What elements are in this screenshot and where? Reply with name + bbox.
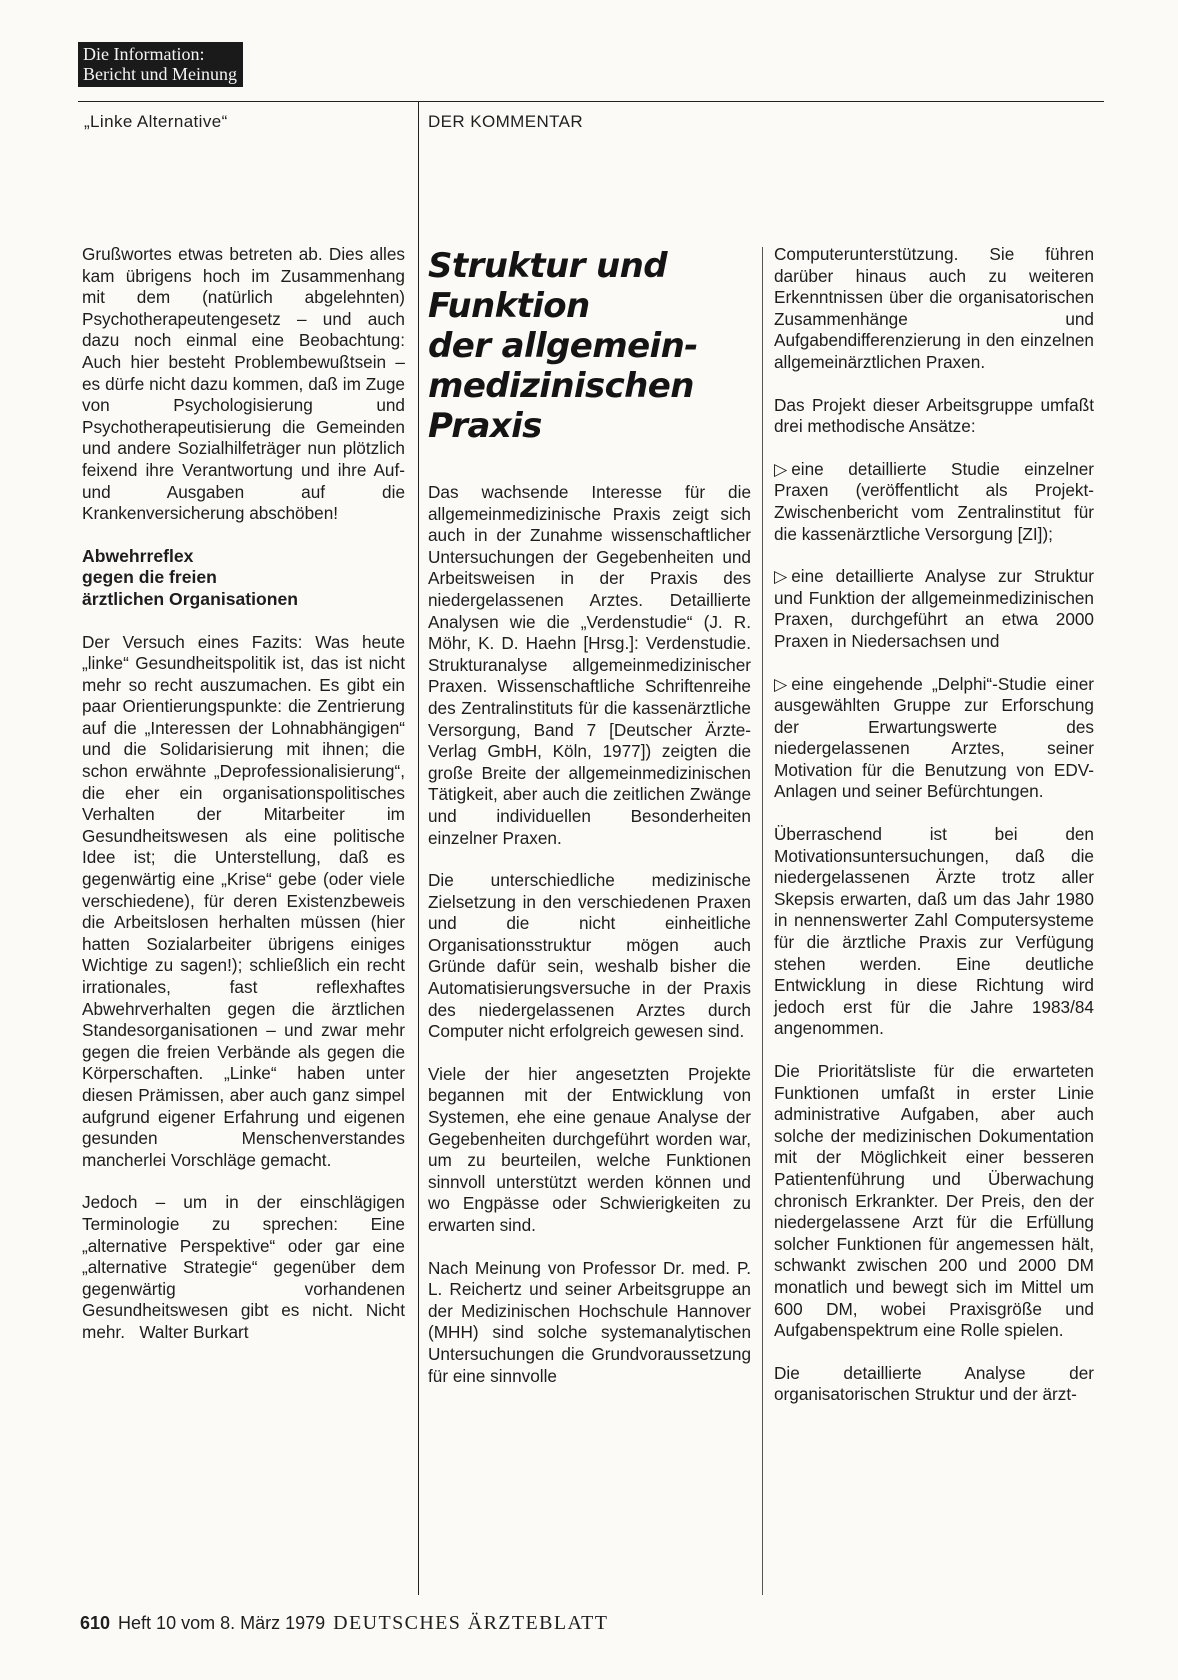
magazine-title: DEUTSCHES ÄRZTEBLATT <box>333 1612 609 1634</box>
bullet-item-3-text: eine eingehende „Delphi“-Studie einer ausgewählten Gruppe zur Erforschung der Erwartungswerte des niedergelassenen Arztes, seiner Motivation für die Benutzung von EDV-Anlagen und seiner Befürchtungen. <box>774 673 1094 802</box>
column-rule-right <box>762 247 763 1595</box>
middle-paragraph-1: Das wachsende Interesse für die allgemeinmedizinische Praxis zeigt sich auch in der Zunahme wissenschaftlicher Untersuchungen der Gegebenheiten und Arbeitsweisen in der Praxis des niedergelassenen Arztes. Detaillierte Analysen wie die „Verdenstudie“ (J. R. Möhr, K. D. Haehn [Hrsg.]: Verdenstudie. Strukturanalyse allgemeinmedizinischer Praxen. Wissenschaftliche Schriftenreihe des Zentralinstituts für die kassenärztliche Versorgung, Band 7 [Deutscher Ärzte-Verlag GmbH, Köln, 1977]) zeigten die große Breite der allgemeinmedizinischen Tätigkeit, aber auch die zeitlichen Zwänge und individuellen Besonderheiten einzelner Praxen. <box>428 482 751 848</box>
subheading-line1: Abwehrreflex <box>82 545 194 566</box>
column-rule <box>418 101 419 1595</box>
page-footer <box>80 1612 608 1635</box>
middle-paragraph-2: Die unterschiedliche medizinische Zielsetzung in den verschiedenen Praxen und die nicht einheitliche Organisationsstruktur mögen auch Gründe dafür sein, weshalb bisher die Automatisierungsversuche in der Praxis des niedergelassenen Arztes durch Computer nicht erfolgreich gewesen sind. <box>428 870 751 1042</box>
triangle-bullet-icon: ▷ <box>774 566 788 587</box>
bullet-item-1-text: eine detaillierte Studie einzelner Praxen (veröffentlicht als Projekt-Zwischenbericht vom Zentralinstitut für die kassenärztliche Versorgung [ZI]); <box>774 458 1094 544</box>
middle-paragraph-3: Viele der hier angesetzten Projekte begannen mit der Entwicklung von Systemen, ehe eine genaue Analyse der Gegebenheiten durchgeführt worden war, um zu beurteilen, welche Funktionen sinnvoll unterstützt werden können und wo Engpässe oder Schwierigkeiten zu erwarten sind. <box>428 1063 751 1235</box>
middle-column <box>428 482 751 1408</box>
bullet-item-1 <box>774 459 1094 545</box>
headline-line3: der allgemein- <box>428 326 698 366</box>
right-paragraph-2: Das Projekt dieser Arbeitsgruppe umfaßt drei methodische Ansätze: <box>774 394 1094 437</box>
subheading <box>82 546 405 611</box>
author: Walter Burkart <box>139 1321 249 1342</box>
subheading-line2: gegen die freien <box>82 567 217 588</box>
top-rule <box>78 101 1104 102</box>
section-label <box>78 42 243 87</box>
right-kicker: DER KOMMENTAR <box>428 112 584 131</box>
left-column <box>82 244 405 1365</box>
page-number: 610 <box>80 1613 111 1633</box>
left-kicker: „Linke Alternative“ <box>84 112 228 131</box>
subheading-line3: ärztlichen Organisationen <box>82 588 299 609</box>
headline-line5: Praxis <box>428 406 542 446</box>
triangle-bullet-icon: ▷ <box>774 458 788 479</box>
headline <box>428 246 748 446</box>
bullet-item-2 <box>774 566 1094 652</box>
section-label-line1: Die Information: <box>83 44 205 64</box>
right-paragraph-4: Die Prioritätsliste für die erwarteten Funktionen umfaßt in erster Linie administrative Aufgaben, aber auch solche der medizinischen Dokumentation mit der Möglichkeit einer besseren Patientenführung und Überwachung chronisch Erkrankter. Der Preis, den der niedergelassene Arzt für die Erfüllung solcher Funktionen für angemessen hält, schwankt zwischen 200 und 2000 DM monatlich und bewegt sich im Mittel um 600 DM, wobei Praxisgröße und Aufgabenspektrum eine Rolle spielen. <box>774 1061 1094 1341</box>
triangle-bullet-icon: ▷ <box>774 673 788 694</box>
right-column <box>774 244 1094 1427</box>
middle-paragraph-4: Nach Meinung von Professor Dr. med. P. L. Reichertz und seiner Arbeitsgruppe an der Medizinischen Hochschule Hannover (MHH) sind solche systemanalytischen Untersuchungen die Grundvoraussetzung für eine sinnvolle <box>428 1257 751 1386</box>
left-paragraph-3-text: Jedoch – um in der einschlägigen Terminologie zu sprechen: Eine „alternative Perspektive“ oder gar eine „alternative Strategie“ gegenüber dem gegenwärtig vorhandenen Gesundheitswesen gibt es nicht. Nicht mehr. <box>82 1192 405 1342</box>
section-label-line2: Bericht und Meinung <box>83 64 237 84</box>
right-paragraph-1: Computerunterstützung. Sie führen darüber hinaus auch zu weiteren Erkenntnissen über die organisatorischen Zusammenhänge und Aufgabendifferenzierung in den einzelnen allgemeinärztlichen Praxen. <box>774 244 1094 372</box>
bullet-item-2-text: eine detaillierte Analyse zur Struktur und Funktion der allgemeinmedizinischen Praxen, durchgeführt an etwa 2000 Praxen in Niedersachsen und <box>774 566 1094 651</box>
issue-info: Heft 10 vom 8. März 1979 <box>118 1613 326 1633</box>
headline-line1: Struktur und <box>428 246 667 286</box>
left-paragraph-1: Grußwortes etwas betreten ab. Dies alles kam übrigens hoch im Zusammenhang mit dem (natürlich abgelehnten) Psychotherapeutengesetz – und auch dazu noch einmal eine Beobachtung: Auch hier besteht Problembewußtsein – es dürfe nicht dazu kommen, daß im Zuge von Psychologisierung und Psychotherapeutisierung die Gemeinden und andere Sozialhilfeträger nun plötzlich feixend ihre Verantwortung und ihre Auf- und Ausgaben auf die Krankenversicherung abschöben! <box>82 244 405 524</box>
right-paragraph-5: Die detaillierte Analyse der organisatorischen Struktur und der ärzt- <box>774 1362 1094 1405</box>
headline-line4: medizinischen <box>428 366 694 406</box>
headline-line2: Funktion <box>428 286 590 326</box>
left-paragraph-2: Der Versuch eines Fazits: Was heute „linke“ Gesundheitspolitik ist, das ist nicht mehr so recht auszumachen. Es gibt ein paar Orientierungspunkte: die Zentrierung auf die „Interessen der Lohnabhängigen“ und die Solidarisierung mit ihnen; die schon erwähnte „Deprofessionalisierung“, die eher ein organisationspolitisches Verhalten der Mitarbeiter im Gesundheitswesen als eine politische Idee ist; die Unterstellung, daß es gegenwärtig eine „Krise“ gebe (oder viele verschiedene), für deren Existenzbeweis die Arbeitslosen herhalten müssen (hier hatten Sozialarbeiter übrigens einiges Wichtige zu sagen!); schließlich ein recht irrationales, fast reflexhaftes Abwehrverhalten gegen die ärztlichen Standesorganisationen – und zwar mehr gegen die freien Verbände als gegen die Körperschaften. „Linke“ haben unter diesen Prämissen, aber auch ganz simpel aufgrund eigener Erfahrung und eigenen gesunden Menschenverstandes mancherlei Vorschläge gemacht. <box>82 631 405 1170</box>
right-paragraph-3: Überraschend ist bei den Motivationsuntersuchungen, daß die niedergelassenen Ärzte trotz aller Skepsis erwarten, daß um das Jahr 1980 in nennenswerter Zahl Computersysteme für die ärztliche Praxis zur Verfügung stehen werden. Eine deutliche Entwicklung in diese Richtung wird jedoch erst für die Jahre 1983/84 angenommen. <box>774 824 1094 1039</box>
bullet-item-3 <box>774 674 1094 804</box>
left-paragraph-3 <box>82 1192 405 1343</box>
